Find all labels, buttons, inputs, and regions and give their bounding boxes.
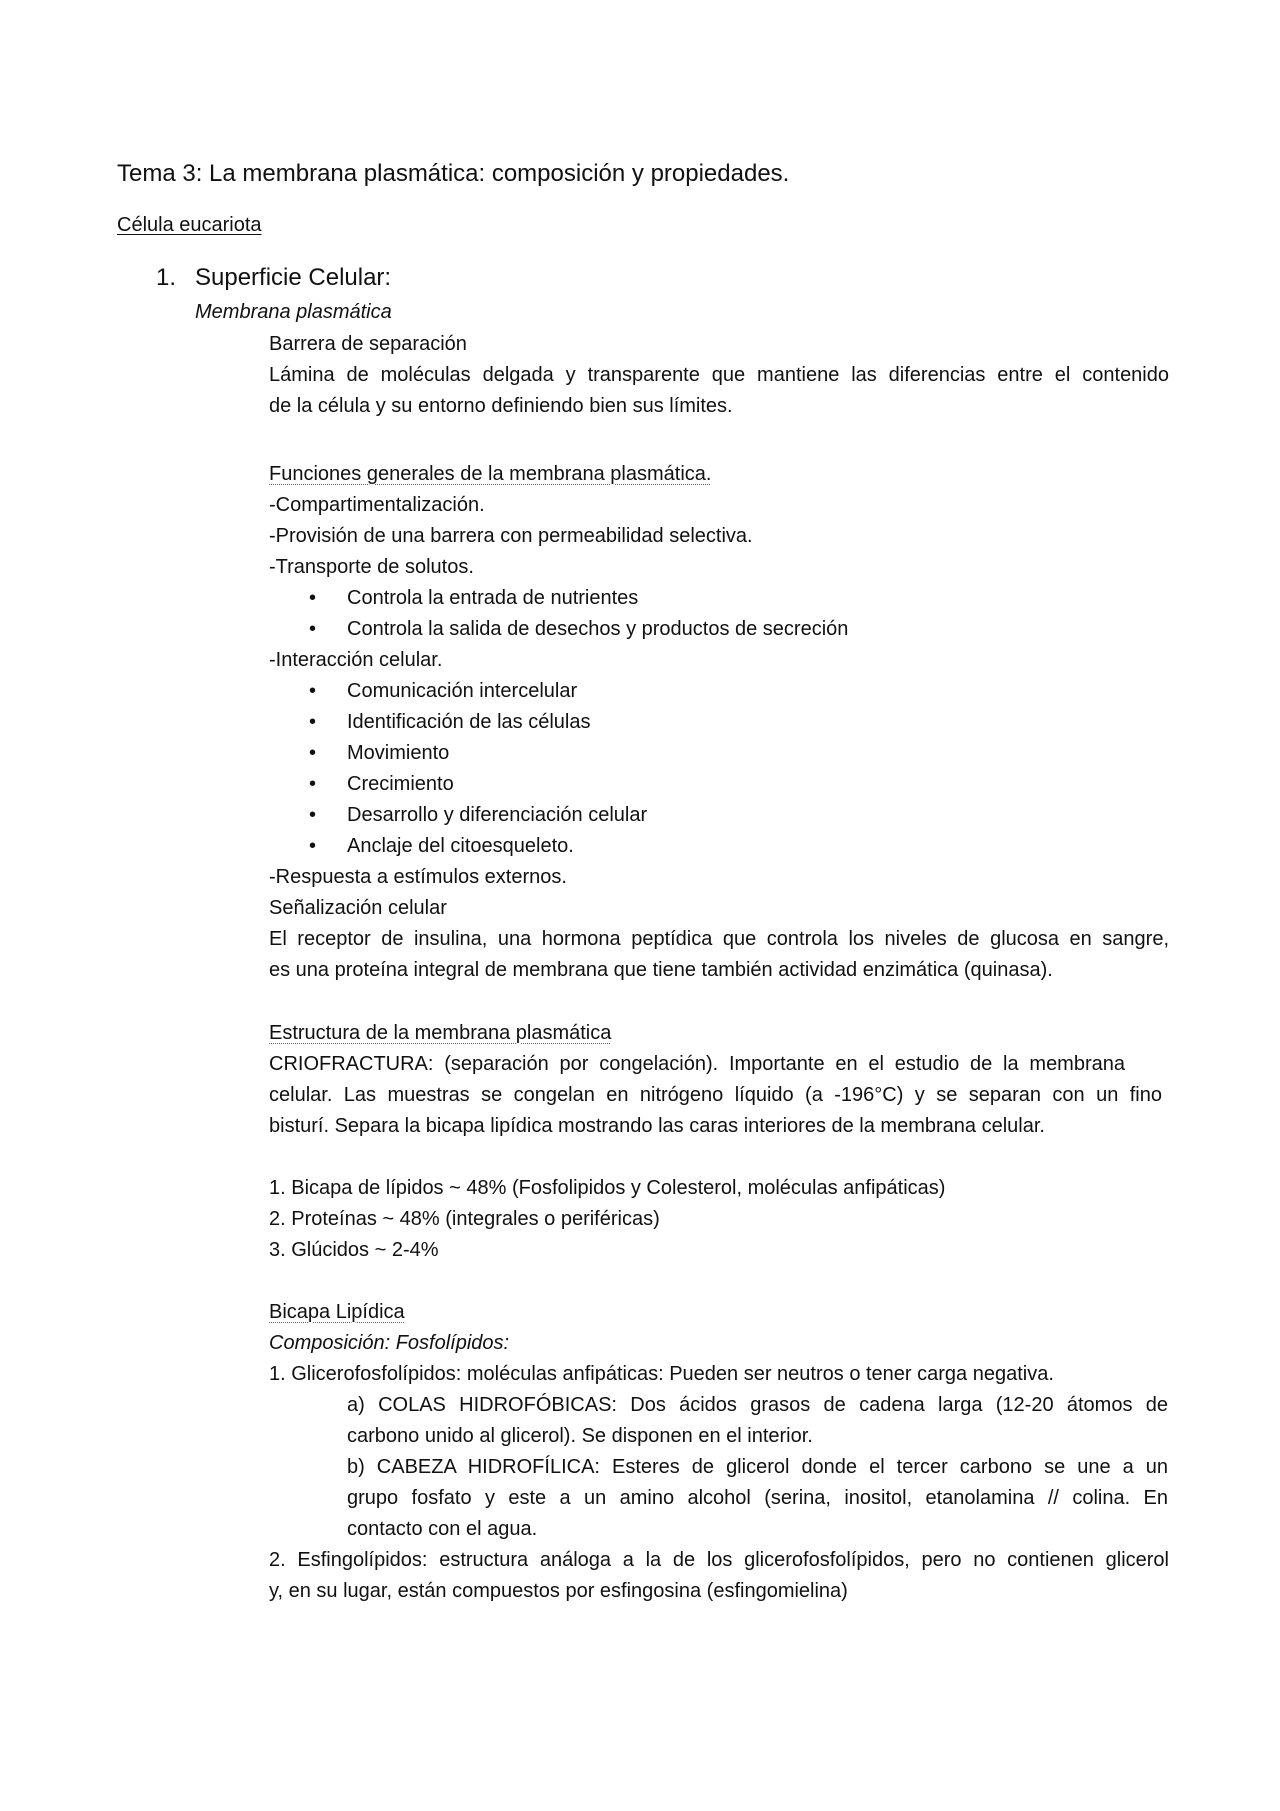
- senalizacion-text: Señalización celular: [269, 897, 447, 919]
- lamina-line-2: de la célula y su entorno definiendo bien sus límites.: [269, 395, 733, 417]
- barrera-text: Barrera de separación: [269, 333, 467, 355]
- list-item: Controla la entrada de nutrientes: [347, 587, 639, 609]
- colas-line-2: carbono unido al glicerol). Se disponen en el interior.: [347, 1425, 813, 1447]
- bullet-icon: •: [309, 680, 317, 702]
- estructura-heading: Estructura de la membrana plasmática: [269, 1022, 612, 1044]
- funciones-item-3: -Transporte de solutos.: [269, 556, 474, 578]
- funciones-heading: Funciones generales de la membrana plasmática.: [269, 463, 712, 485]
- receptor-line-2: es una proteína integral de membrana que tiene también actividad enzimática (quinasa).: [269, 959, 1053, 981]
- list-item: Movimiento: [347, 742, 450, 764]
- criofractura-line-1: CRIOFRACTURA: (separación por congelación). Importante en el estudio de la membrana: [269, 1053, 1125, 1075]
- bullet-icon: •: [309, 742, 317, 764]
- list-item: Crecimiento: [347, 773, 454, 795]
- bullet-icon: •: [309, 587, 317, 609]
- glicerofosfolipidos-text: 1. Glicerofosfolípidos: moléculas anfipáticas: Pueden ser neutros o tener carga negativa.: [269, 1363, 1054, 1385]
- list-item: Identificación de las células: [347, 711, 591, 733]
- bullet-icon: •: [309, 711, 317, 733]
- receptor-line-1: El receptor de insulina, una hormona peptídica que controla los niveles de glucosa en sangre,: [269, 928, 1169, 950]
- bullet-icon: •: [309, 835, 317, 857]
- subtitle: Célula eucariota: [117, 214, 262, 236]
- cabeza-line-3: contacto con el agua.: [347, 1518, 538, 1540]
- criofractura-line-3: bisturí. Separa la bicapa lipídica mostrando las caras interiores de la membrana celular.: [269, 1115, 1045, 1137]
- funciones-item-5: -Respuesta a estímulos externos.: [269, 866, 567, 888]
- funciones-item-1: -Compartimentalización.: [269, 494, 485, 516]
- list-item: Comunicación intercelular: [347, 680, 578, 702]
- cabeza-line-2: grupo fosfato y este a un amino alcohol (serina, inositol, etanolamina // colina. En: [347, 1487, 1168, 1509]
- section-heading: Superficie Celular:: [195, 264, 392, 291]
- criofractura-line-2: celular. Las muestras se congelan en nitrógeno líquido (a -196°C) y se separan con un fino: [269, 1084, 1162, 1106]
- composition-item-2: 2. Proteínas ~ 48% (integrales o periféricas): [269, 1208, 660, 1230]
- composicion-label: Composición: Fosfolípidos:: [269, 1332, 510, 1354]
- section-number: 1.: [156, 264, 177, 291]
- funciones-item-2: -Provisión de una barrera con permeabilidad selectiva.: [269, 525, 753, 547]
- list-item: Controla la salida de desechos y productos de secreción: [347, 618, 849, 640]
- bullet-icon: •: [309, 804, 317, 826]
- composition-item-1: 1. Bicapa de lípidos ~ 48% (Fosfolipidos y Colesterol, moléculas anfipáticas): [269, 1177, 946, 1199]
- lamina-line-1: Lámina de moléculas delgada y transparente que mantiene las diferencias entre el contenido: [269, 364, 1169, 386]
- colas-line-1: a) COLAS HIDROFÓBICAS: Dos ácidos grasos de cadena larga (12-20 átomos de: [347, 1394, 1168, 1416]
- list-item: Anclaje del citoesqueleto.: [347, 835, 574, 857]
- document-title: Tema 3: La membrana plasmática: composición y propiedades.: [117, 160, 790, 187]
- bullet-icon: •: [309, 618, 317, 640]
- section-subheading: Membrana plasmática: [195, 301, 392, 323]
- composition-item-3: 3. Glúcidos ~ 2-4%: [269, 1239, 439, 1261]
- list-item: Desarrollo y diferenciación celular: [347, 804, 648, 826]
- cabeza-line-1: b) CABEZA HIDROFÍLICA: Esteres de glicerol donde el tercer carbono se une a un: [347, 1456, 1168, 1478]
- funciones-item-4: -Interacción celular.: [269, 649, 443, 671]
- bicapa-heading: Bicapa Lipídica: [269, 1301, 405, 1323]
- esfingolipidos-line-1: 2. Esfingolípidos: estructura análoga a la de los glicerofosfolípidos, pero no contienen glicerol: [269, 1549, 1169, 1571]
- esfingolipidos-line-2: y, en su lugar, están compuestos por esfingosina (esfingomielina): [269, 1580, 848, 1602]
- bullet-icon: •: [309, 773, 317, 795]
